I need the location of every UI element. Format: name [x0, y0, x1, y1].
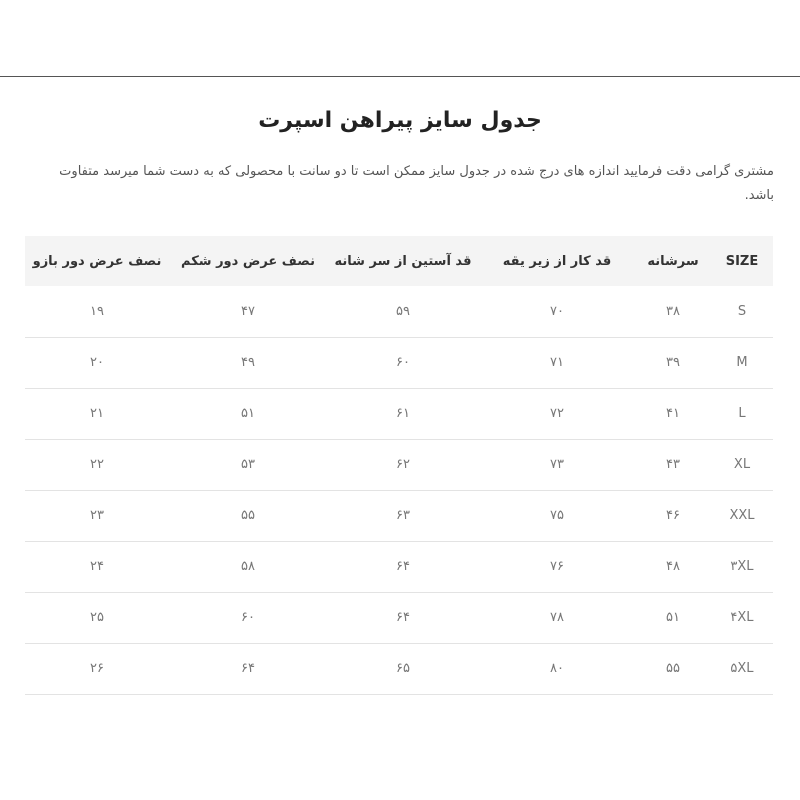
page-title: جدول سایز پیراهن اسپرت — [258, 108, 542, 133]
cell-sleeve-length: ۶۴ — [396, 610, 410, 625]
cell-body-length: ۷۰ — [550, 303, 564, 319]
size-chart-table — [25, 236, 773, 695]
cell-sleeve-length: ۵۹ — [396, 303, 410, 319]
table-row — [25, 439, 773, 490]
cell-half-arm: ۲۳ — [90, 508, 104, 523]
cell-half-waist: ۶۴ — [241, 661, 255, 676]
cell-shoulder: ۵۱ — [666, 610, 680, 625]
cell-shoulder: ۴۱ — [666, 406, 680, 421]
cell-half-arm: ۲۲ — [90, 457, 104, 472]
size-disclaimer: مشتری گرامی دقت فرمایید اندازه های درج شده در جدول سایز ممکن است تا دو سانت با محصولی که به دست شما میرسد متفاوت باشد. — [59, 164, 774, 203]
header-sleeve-length: قد آستین از سر شانه — [334, 253, 472, 269]
header-half-waist: نصف عرض دور شکم — [181, 253, 315, 269]
cell-half-waist: ۵۱ — [241, 406, 255, 421]
cell-size: ۵XL — [730, 661, 754, 676]
cell-size: S — [737, 303, 747, 319]
cell-half-arm: ۱۹ — [90, 303, 104, 319]
cell-sleeve-length: ۶۱ — [396, 406, 410, 421]
table-row — [25, 337, 773, 388]
cell-half-arm: ۲۶ — [90, 661, 104, 676]
cell-body-length: ۷۱ — [550, 355, 564, 370]
cell-half-arm: ۲۰ — [90, 355, 104, 370]
cell-size: L — [738, 406, 746, 421]
cell-half-waist: ۵۳ — [241, 457, 255, 472]
header-body-length: قد کار از زیر یقه — [502, 253, 612, 269]
cell-sleeve-length: ۶۳ — [396, 508, 410, 523]
header-shoulder: سرشانه — [647, 253, 699, 269]
cell-half-waist: ۴۷ — [241, 303, 255, 319]
cell-half-arm: ۲۴ — [90, 559, 104, 574]
cell-size: XL — [733, 457, 751, 472]
table-header-row — [25, 236, 773, 286]
cell-half-waist: ۶۰ — [241, 610, 255, 625]
cell-shoulder: ۳۹ — [666, 355, 680, 370]
cell-half-waist: ۴۹ — [241, 355, 255, 370]
cell-half-waist: ۵۸ — [241, 559, 255, 574]
cell-size: M — [736, 355, 748, 370]
cell-size: XXL — [729, 508, 755, 523]
table-row — [25, 541, 773, 592]
cell-body-length: ۷۸ — [550, 610, 564, 625]
cell-half-arm: ۲۵ — [90, 610, 104, 625]
header-size: SIZE — [725, 253, 759, 269]
cell-shoulder: ۳۸ — [666, 303, 680, 319]
cell-half-arm: ۲۱ — [90, 406, 104, 421]
cell-shoulder: ۵۵ — [666, 661, 680, 676]
table-row — [25, 490, 773, 541]
header-half-arm: نصف عرض دور بازو — [32, 253, 162, 269]
cell-sleeve-length: ۶۴ — [396, 559, 410, 574]
cell-sleeve-length: ۶۰ — [396, 355, 410, 370]
table-row — [25, 592, 773, 643]
table-row — [25, 286, 773, 337]
cell-sleeve-length: ۶۵ — [396, 661, 410, 676]
top-divider — [0, 76, 800, 77]
cell-body-length: ۷۶ — [550, 559, 564, 574]
cell-size: ۳XL — [730, 559, 754, 574]
cell-body-length: ۷۳ — [550, 457, 564, 472]
cell-size: ۴XL — [730, 610, 754, 625]
cell-shoulder: ۴۶ — [666, 508, 680, 523]
cell-shoulder: ۴۳ — [666, 457, 680, 472]
cell-body-length: ۷۲ — [550, 406, 564, 421]
table-row — [25, 643, 773, 694]
cell-shoulder: ۴۸ — [666, 559, 680, 574]
table-row — [25, 388, 773, 439]
cell-body-length: ۷۵ — [550, 508, 564, 523]
cell-half-waist: ۵۵ — [241, 508, 255, 523]
cell-body-length: ۸۰ — [550, 661, 564, 676]
cell-sleeve-length: ۶۲ — [396, 457, 410, 472]
